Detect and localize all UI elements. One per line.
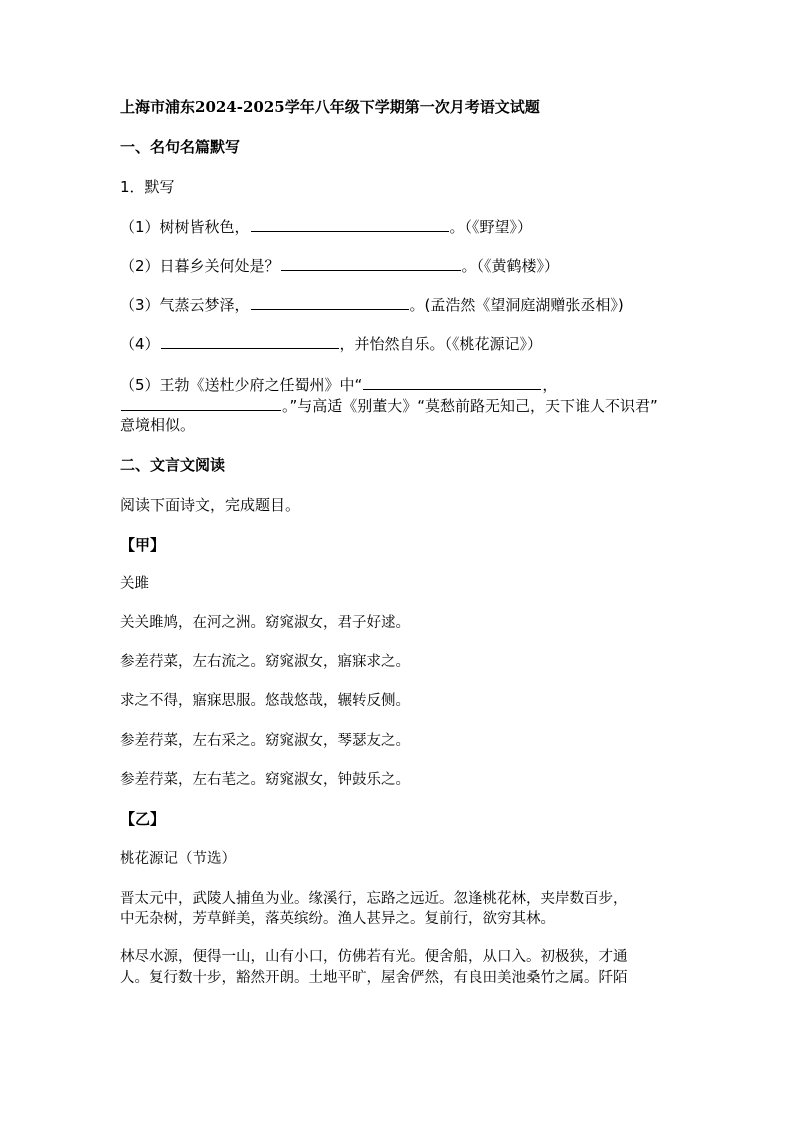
dictation-item-5-prefix: （5）王勃《送杜少府之任蜀州》中“: [120, 376, 363, 394]
answer-blank-2[interactable]: [281, 255, 461, 271]
poem-line-3: 求之不得，寤寐思服。悠哉悠哉，辗转反侧。: [120, 693, 410, 709]
dictation-item-1-source: 。（《野望》）: [449, 218, 533, 236]
prose-line-3: 林尽水源，便得一山，山有小口，仿佛若有光。便舍船，从口入。初极狭，才通: [120, 949, 628, 965]
prose-line-2: 中无杂树，芳草鲜美，落英缤纷。渔人甚异之。复前行，欲穷其林。: [120, 911, 555, 927]
section-heading-classical-reading: 二、文言文阅读: [120, 456, 226, 474]
poem-title: 关雎: [120, 576, 149, 592]
dictation-item-5-line-2: [120, 395, 658, 416]
prose-line-4: 人。复行数十步，豁然开朗。土地平旷，屋舍俨然，有良田美池桑竹之属。阡陌: [120, 970, 628, 986]
prose-line-1: 晋太元中，武陵人捕鱼为业。缘溪行，忘路之远近。忽逢桃花林，夹岸数百步，: [120, 891, 628, 907]
answer-blank-1[interactable]: [251, 216, 449, 232]
dictation-item-5-line-3: 意境相似。: [120, 416, 196, 434]
section-heading-dictation: 一、名句名篇默写: [120, 138, 241, 156]
dictation-item-4-prefix: （4）: [120, 335, 160, 353]
dictation-item-1: [120, 216, 532, 237]
dictation-item-2-source: 。（《黄鹤楼》）: [461, 257, 560, 275]
answer-blank-3[interactable]: [251, 294, 409, 310]
dictation-item-3: [120, 294, 624, 315]
dictation-item-3-prefix: （3）气蒸云梦泽，: [120, 296, 250, 314]
answer-blank-5b[interactable]: [121, 395, 281, 411]
poem-line-1: 关关雎鸠，在河之洲。窈窕淑女，君子好逑。: [120, 615, 410, 631]
dictation-item-5-line-1: [120, 374, 557, 395]
answer-blank-5a[interactable]: [363, 374, 541, 390]
poem-line-4: 参差荇菜，左右采之。窈窕淑女，琴瑟友之。: [120, 733, 410, 749]
part-b-label: 【乙】: [120, 810, 166, 828]
dictation-item-4: [120, 333, 542, 354]
dictation-item-2-prefix: （2）日暮乡关何处是？: [120, 257, 280, 275]
reading-instruction: 阅读下面诗文，完成题目。: [120, 496, 301, 514]
prose-title: 桃花源记（节选）: [120, 851, 236, 867]
dictation-item-3-source: 。(孟浩然《望洞庭湖赠张丞相》): [409, 296, 624, 314]
dictation-item-1-prefix: （1）树树皆秋色，: [120, 218, 250, 236]
part-a-label: 【甲】: [120, 536, 166, 554]
poem-line-5: 参差荇菜，左右芼之。窈窕淑女，钟鼓乐之。: [120, 772, 410, 788]
poem-line-2: 参差荇菜，左右流之。窈窕淑女，寤寐求之。: [120, 654, 410, 670]
page-title: 上海市浦东2024-2025学年八年级下学期第一次月考语文试题: [120, 98, 540, 116]
answer-blank-4[interactable]: [161, 333, 339, 349]
dictation-item-4-source: ，并怡然自乐。（《桃花源记》）: [339, 335, 543, 353]
question-1-label: 1．默写: [120, 178, 175, 196]
dictation-item-2: [120, 255, 559, 276]
dictation-item-5-comparison: 。”与高适《别董大》“莫愁前路无知己，天下谁人不识君”: [282, 397, 658, 415]
dictation-item-5-comma: ，: [542, 376, 558, 394]
